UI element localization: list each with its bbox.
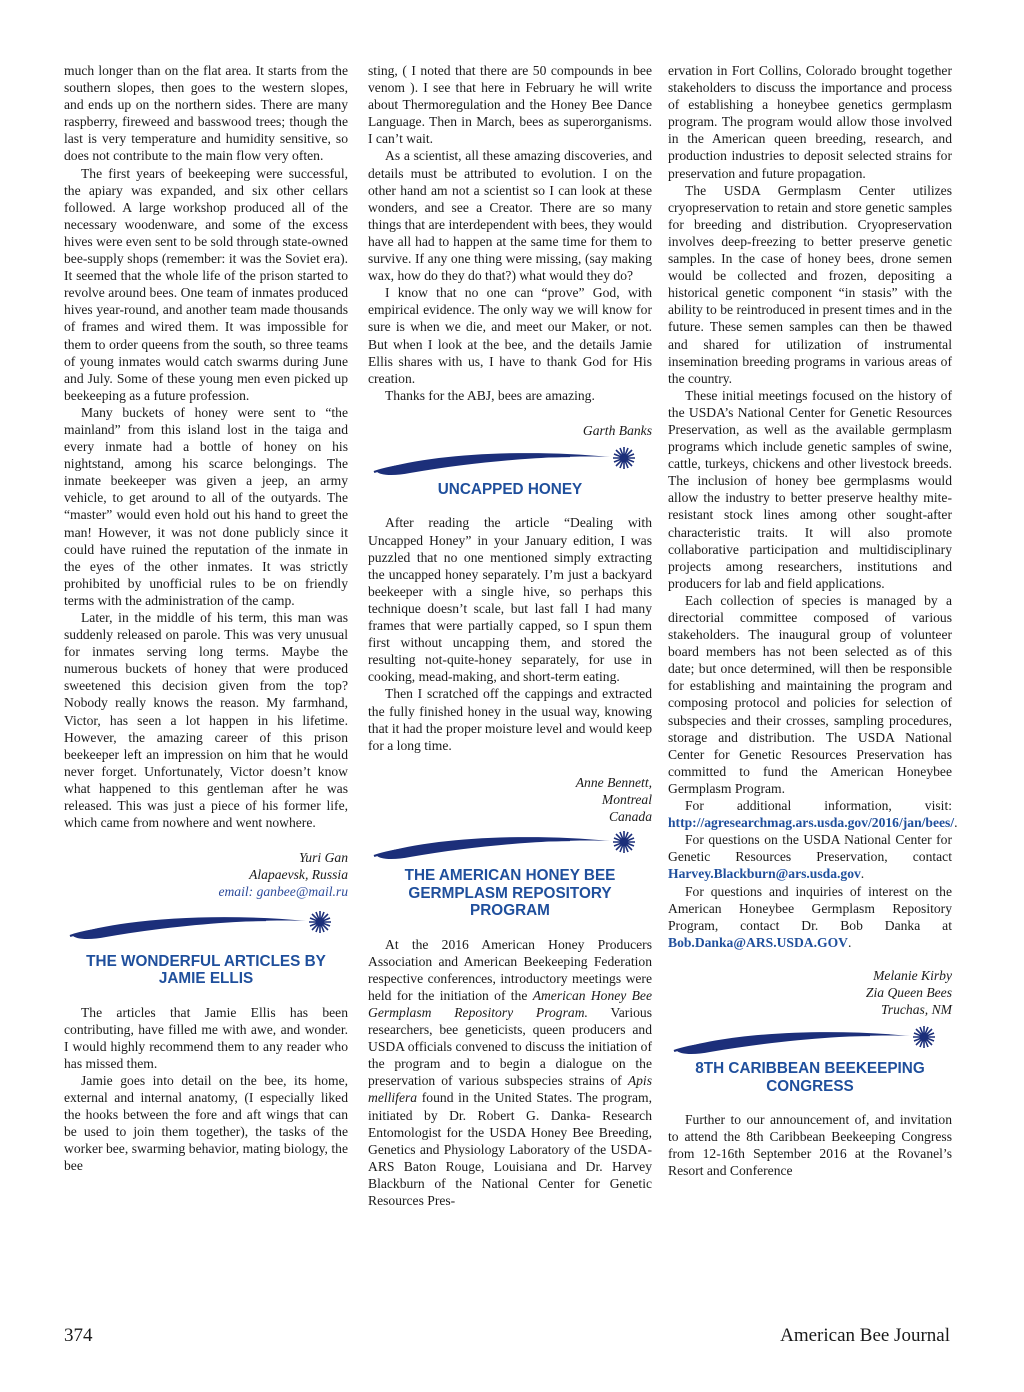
species-name-italic: Apis mellifera xyxy=(368,1073,652,1106)
harvey-blackburn-email-link[interactable]: Harvey.Blackburn@ars.usda.gov xyxy=(668,866,861,882)
paragraph: ervation in Fort Collins, Colorado brought together stakeholders to discuss the importance and process of establishing a honeybee genetics germplasm program. The program would allow those involved in the American queen breeding, research, and production industries to deposit selected strains for preservation and future propagation. xyxy=(668,63,952,181)
paragraph: The first years of beekeeping were successful, the apiary was expanded, and six other cellars followed. A large workshop produced all of the necessary woodenware, and some of the excess hives were even sent to be sold through state-owned bee-supply shops (remember: it was the Soviet era). It seemed that the whole life of the prison started to revolve around bees. One team of inmates produced hives year-round, and another team made thousands of frames and wired them. It was impossible for them to order queens from the south, so three teams of young inmates would catch swarms during June and July. Some of these young men even picked up beekeeping as a future profession. xyxy=(64,165,348,403)
paragraph xyxy=(668,797,958,831)
paragraph: Thanks for the ABJ, bees are amazing. xyxy=(385,387,595,403)
author-email-link[interactable]: email: ganbee@mail.ru xyxy=(218,884,348,900)
paragraph: As a scientist, all these amazing discoveries, and details must be attributed to evolution. I on the other hand am not a scientist so I can look at these wonders, and see a Creator. There are so many things that are interdependent with bees, they would have all had to happen at the same time for them to survive. If any one thing were missing, (say making wax, how do they do that?) what would they do? xyxy=(368,148,652,284)
text-run: found in the United States. The program, initiated by Dr. Robert G. Danka- Research Entomologist for the USDA Honey Bee Breeding, Genetics and Physiology Laboratory of the USDA-ARS Baton Rouge, Louisiana and Dr. Harvey Blackburn of the National Center for Genetic Resources Pres- xyxy=(368,1090,652,1208)
section-heading-uncapped-honey: UNCAPPED HONEY xyxy=(437,480,583,498)
paragraph: The articles that Jamie Ellis has been contributing, have filled me with awe, and wonder. I would highly recommend them to any reader who has missed them. xyxy=(64,1004,348,1071)
section-heading-germplasm-repository: THE AMERICAN HONEY BEE GERMPLASM REPOSITORY PROGRAM xyxy=(404,867,616,920)
bee-swoosh-icon xyxy=(368,829,652,863)
author-city: Montreal xyxy=(601,791,652,807)
author-name: Anne Bennett, xyxy=(575,774,652,790)
bee-swoosh-icon xyxy=(368,445,652,479)
program-title-italic: American Honey Bee Germplasm Repository Program. xyxy=(368,987,652,1020)
bob-danka-email-link[interactable]: Bob.Danka@ARS.USDA.GOV xyxy=(668,934,848,950)
column-3 xyxy=(668,62,958,1180)
bee-swoosh-icon xyxy=(668,1024,952,1058)
author-name: Garth Banks xyxy=(582,422,652,438)
text-run: . xyxy=(954,815,958,831)
text-run: . xyxy=(860,866,865,882)
paragraph xyxy=(668,883,952,951)
text-run: For questions on the USDA National Center for Genetic Resources Preservation, contact xyxy=(668,832,952,865)
agresearchmag-link[interactable]: http://agresearchmag.ars.usda.gov/2016/jan/bees/ xyxy=(668,815,955,831)
signature-yuri-gan xyxy=(64,849,348,900)
paragraph: Then I scratched off the cappings and extracted the fully finished honey in the usual way, knowing that it had the proper moisture level and would keep for a long time. xyxy=(368,686,652,753)
text-run: For questions and inquiries of interest on the American Honeybee Germplasm Repository Program, contact Dr. Bob Danka at xyxy=(668,883,952,933)
paragraph: I know that no one can “prove” God, with empirical evidence. The only way we will know for sure is when we die, and meet our Maker, or not. But when I look at the bee, and the details Jamie Ellis shares with us, I have to thank God for His creation. xyxy=(368,285,652,386)
author-organization: Zia Queen Bees xyxy=(865,984,952,1000)
signature-garth-banks xyxy=(368,422,652,439)
author-name: Melanie Kirby xyxy=(873,967,952,983)
author-country: Canada xyxy=(608,808,652,824)
column-2 xyxy=(368,62,652,1209)
text-run: . xyxy=(847,934,852,950)
text-run: For additional information, visit: xyxy=(685,798,952,814)
author-location: Alapaevsk, Russia xyxy=(249,867,348,883)
paragraph xyxy=(668,831,952,882)
paragraph: sting, ( I noted that there are 50 compounds in bee venom ). I see that here in February he will write about Thermoregulation and the Honey Bee Dance Language. Then in March, bees as superorganisms. I can’t wait. xyxy=(368,63,652,147)
journal-title: American Bee Journal xyxy=(780,1325,950,1346)
page-number: 374 xyxy=(64,1325,93,1346)
author-location: Truchas, NM xyxy=(880,1002,952,1018)
bee-swoosh-icon xyxy=(64,909,348,943)
paragraph: The USDA Germplasm Center utilizes cryopreservation to retain and store genetic samples for breeding and distribution. Cryopreservation involves deep-freezing to better preserve genetic samples. In the case of honey bees, drone semen would be collected and frozen, depositing a historical genetic component “in stasis” with the ability to be reintroduced in present times and in the future. These semen samples can then be thawed and shared for utilization of instrumental insemination breeding programs in various areas of the country. xyxy=(668,182,952,386)
paragraph: Further to our announcement of, and invitation to attend the 8th Caribbean Beekeeping Congress from 12-16th September 2016 at the Rovanel’s Resort and Conference xyxy=(668,1112,952,1179)
paragraph: Many buckets of honey were sent to “the mainland” from this island lost in the taiga and every inmate had a bottle of honey on his nightstand, among his scarce belongings. The inmate beekeeper was given a jeep, an army vehicle, to get around to all of the outyards. The “master” would even hold out his hand to greet the man! However, it was not done publicly since it could have ruined the reputation of the inmate in the eyes of the other inmates. It was strictly prohibited by unofficial rules to be on friendly terms with the administration of the camp. xyxy=(64,404,348,608)
column-1 xyxy=(64,62,348,1174)
signature-anne-bennett xyxy=(368,774,652,825)
signature-melanie-kirby xyxy=(668,967,952,1018)
section-heading-caribbean-congress: 8TH CARIBBEAN BEEKEEPING CONGRESS xyxy=(695,1060,925,1095)
paragraph: Jamie goes into detail on the bee, its home, external and internal anatomy, (I especially liked the hooks between the fore and aft wings that can be used to join them together), the tasks of the worker bee, swarming behavior, mating biology, the bee xyxy=(64,1072,348,1174)
paragraph xyxy=(368,936,652,1210)
text-run: Various researchers, bee geneticists, queen producers and USDA officials convened to discuss the initiation of the program and to begin a dialogue on the preservation of various subspecies strains of xyxy=(368,1004,652,1089)
paragraph: Each collection of species is managed by a directorial committee composed of various stakeholders. The inaugural group of volunteer board members has not been selected as of this date; but once determined, will then be responsible for establishing and maintaining the program and composing protocol and policies for selection of subspecies and their crosses, sampling procedures, storage and distribution. The USDA National Center for Genetic Resources Preservation has committed to fund the American Honeybee Germplasm Program. xyxy=(668,592,952,796)
paragraph: Later, in the middle of his term, this man was suddenly released on parole. This was very unusual for inmates serving long terms. Maybe the numerous buckets of honey that were produced sweetened this decision given from the top? Nobody really knows the reason. My farmhand, Victor, has seen a lot happen in his lifetime. However, the amazing career of this prison beekeeper left an impression on him that he would never forget. Unfortunately, Victor doesn’t know what happened to this gentleman after he was released. This was just a piece of his former life, which came from nowhere and went nowhere. xyxy=(64,610,348,831)
paragraph: much longer than on the flat area. It starts from the southern slopes, then goes to the western slopes, and ends up on the northern sides. There are many raspberry, fireweed and basswood trees; though the last is very temperature and humidity sensitive, so does not contribute to the main flow very often. xyxy=(64,63,348,164)
text-run: At the 2016 American Honey Producers Association and American Beekeeping Federation respective conferences, introductory meetings were held for the initiation of the xyxy=(368,936,652,1003)
section-heading-jamie-ellis: THE WONDERFUL ARTICLES BY JAMIE ELLIS xyxy=(86,952,326,987)
paragraph: These initial meetings focused on the history of the USDA’s National Center for Genetic Resources Preservation, as well as the available germplasm programs which include genetic samples of swine, cattle, turkeys, chickens and other livestock breeds. The inclusion of honey bee germplasms would allow the industry to better preserve healthy mite-resistant stock lines among other sought-after characteristic traits. It will also promote collaborative participation and multidisciplinary projects among researchers, institutions and producers for lab and field applications. xyxy=(668,387,952,591)
author-name: Yuri Gan xyxy=(299,850,348,866)
paragraph: After reading the article “Dealing with Uncapped Honey” in your January edition, I was puzzled that no one mentioned simply extracting the uncapped honey separately. I’m just a backyard beekeeper with a single hive, so perhaps this technique doesn’t scale, but last fall I had many frames that were partially capped, so I spun them first without uncapping them, and stored the resulting not-quite-honey separately, for use in cooking, mead-making, and short-term eating. xyxy=(368,515,652,685)
